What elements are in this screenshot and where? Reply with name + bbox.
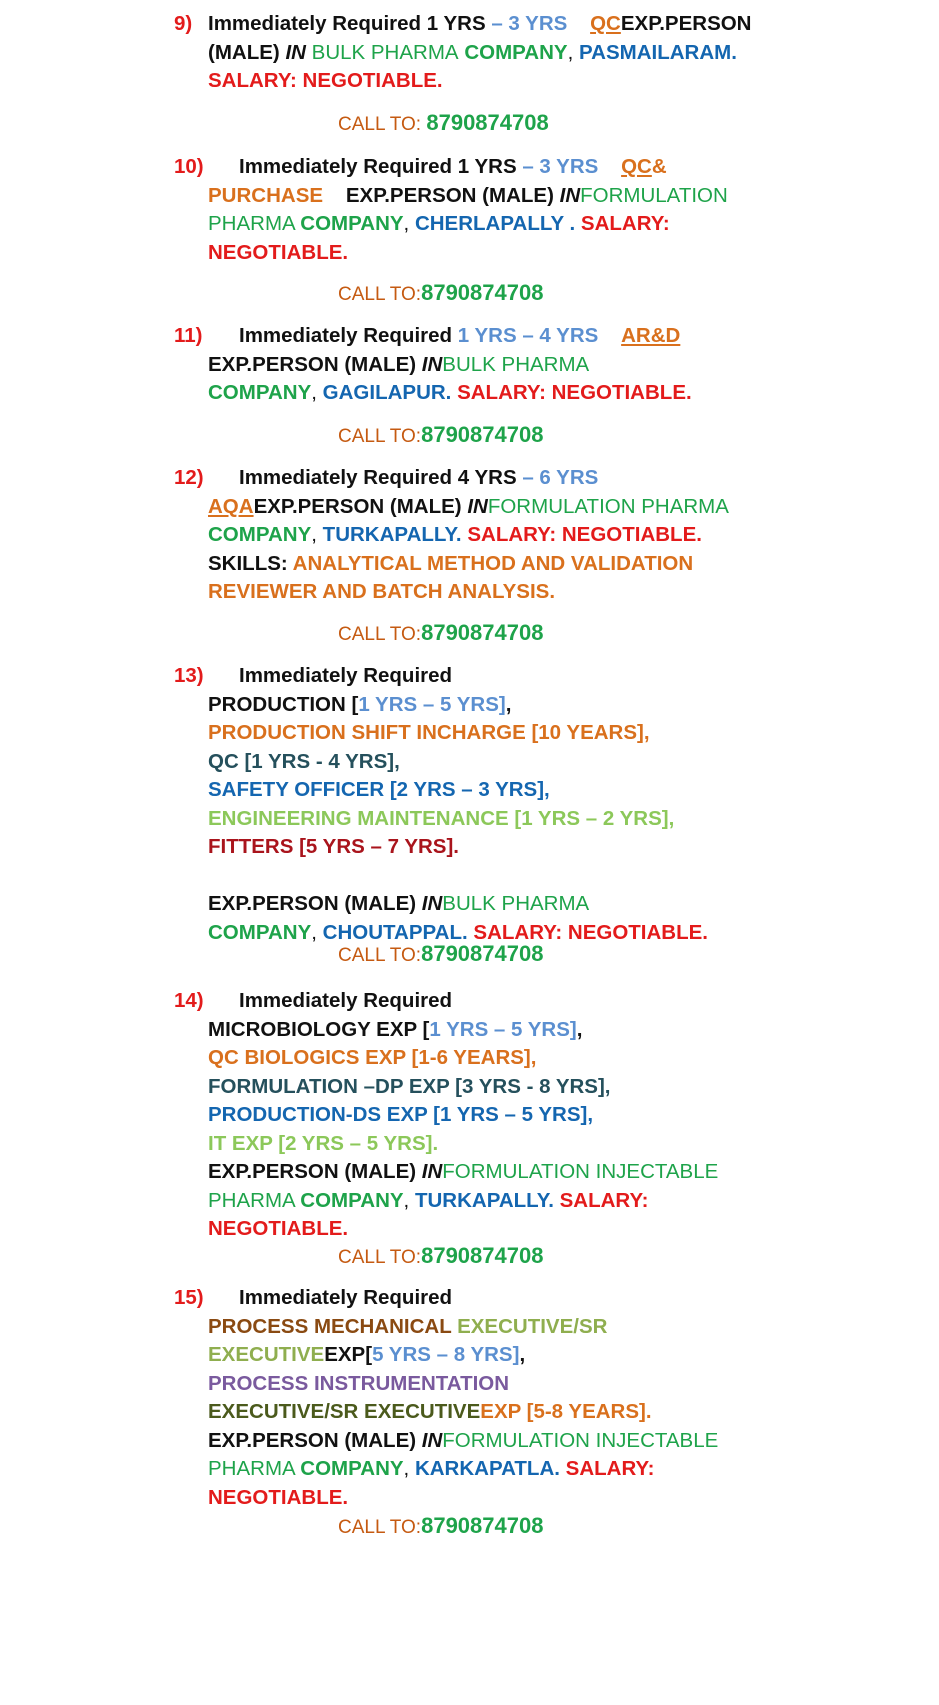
exp-person: EXP.PERSON	[620, 12, 752, 35]
comma: ,	[403, 212, 410, 235]
job-12-line-5	[174, 578, 874, 607]
job-14-line-6	[174, 1130, 874, 1159]
job-13-line-4	[174, 748, 874, 777]
role-aqa: AQA	[208, 494, 254, 518]
industry-text: BULK PHARMA	[442, 352, 590, 376]
job-15-line-6	[174, 1427, 874, 1456]
skills-label: SKILLS:	[208, 551, 293, 575]
requirement-text: Immediately Required	[239, 664, 453, 687]
company-text: COMPANY	[300, 1188, 404, 1212]
in-text: IN	[421, 892, 443, 915]
call-to-15	[338, 1513, 543, 1539]
in-text: IN	[559, 183, 581, 207]
job-13-line-7	[174, 833, 874, 862]
role-ard: AR&D	[621, 324, 681, 347]
salary-label: SALARY:	[580, 212, 670, 235]
comma: ,	[311, 523, 317, 546]
job-12	[174, 464, 874, 607]
phone-number: 8790874708	[421, 1513, 544, 1538]
phone-number: 8790874708	[421, 1243, 544, 1268]
call-label: CALL TO:	[338, 945, 422, 966]
job-14-line-1	[174, 987, 874, 1016]
role-qc: QC	[590, 12, 621, 35]
experience-range: – 3 YRS	[516, 155, 599, 178]
job-11-line-2	[174, 351, 874, 380]
job-13-spacer	[174, 862, 874, 891]
job-10-line-3	[174, 210, 874, 239]
ampersand: &	[651, 155, 667, 178]
role-fitters: FITTERS [5 YRS – 7 YRS].	[208, 835, 460, 858]
comma: ,	[403, 1457, 410, 1480]
role-process-instrumentation: PROCESS INSTRUMENTATION	[208, 1371, 510, 1395]
industry-text: FORMULATION INJECTABLE	[442, 1428, 719, 1452]
role-executive-sr: EXECUTIVE/SR	[457, 1314, 608, 1338]
job-9	[174, 10, 874, 96]
job-number: 10)	[174, 155, 204, 178]
requirement-text: Immediately Required	[239, 1286, 453, 1309]
in-text: IN	[285, 40, 306, 64]
job-15-line-8	[174, 1484, 874, 1513]
phone-number: 8790874708	[421, 280, 544, 305]
role-process-mechanical: PROCESS MECHANICAL	[208, 1314, 458, 1338]
job-14-line-7	[174, 1158, 874, 1187]
job-15-line-2	[174, 1313, 874, 1342]
job-number: 13)	[174, 664, 204, 687]
job-13-line-1	[174, 662, 874, 691]
salary-value: NEGOTIABLE.	[208, 240, 349, 264]
job-15-line-7	[174, 1455, 874, 1484]
job-number: 9)	[174, 12, 193, 35]
call-to-13	[338, 941, 543, 967]
role-microbiology: MICROBIOLOGY EXP [	[208, 1017, 430, 1041]
role-engineering: ENGINEERING MAINTENANCE [1 YRS – 2 YRS],	[208, 806, 675, 830]
phone-number: 8790874708	[421, 941, 544, 966]
job-11-line-3	[174, 379, 874, 408]
comma: ,	[519, 1343, 526, 1366]
job-11	[174, 322, 874, 408]
job-15-line-4	[174, 1370, 874, 1399]
phone-number: 8790874708	[421, 422, 544, 447]
experience-range: – 3 YRS	[485, 12, 568, 35]
job-number: 12)	[174, 466, 204, 489]
experience-range: 5 YRS – 8 YRS]	[372, 1343, 520, 1366]
job-14-line-4	[174, 1073, 874, 1102]
job-10	[174, 153, 874, 267]
job-9-line-2	[174, 39, 874, 68]
in-text: IN	[467, 494, 488, 518]
skills-text: ANALYTICAL METHOD AND VALIDATION	[292, 551, 694, 575]
call-label: CALL TO:	[338, 114, 427, 135]
company-text: COMPANY	[208, 381, 312, 404]
in-text: IN	[421, 352, 443, 376]
exp-person: EXP.PERSON (MALE)	[208, 1160, 422, 1183]
in-text: IN	[421, 1428, 443, 1452]
industry-text: FORMULATION PHARMA	[487, 494, 729, 518]
job-number: 14)	[174, 989, 204, 1012]
job-12-line-4	[174, 550, 874, 579]
requirement-text: Immediately Required	[239, 324, 453, 347]
job-15	[174, 1284, 874, 1512]
location: KARKAPATLA.	[414, 1457, 560, 1480]
location: PASMAILARAM.	[578, 40, 737, 64]
role-qc: QC	[621, 155, 652, 178]
comma: ,	[311, 920, 317, 944]
salary: SALARY: NEGOTIABLE.	[208, 69, 443, 92]
company-text: COMPANY	[300, 1457, 404, 1480]
job-12-line-3	[174, 521, 874, 550]
job-14-line-3	[174, 1044, 874, 1073]
salary: SALARY: NEGOTIABLE.	[457, 381, 692, 404]
role-formulation-dp: FORMULATION –DP EXP [3 YRS - 8 YRS],	[208, 1074, 611, 1098]
comma: ,	[567, 40, 574, 64]
job-10-line-2	[174, 182, 874, 211]
job-15-line-5	[174, 1398, 874, 1427]
exp-label: EXP[	[324, 1343, 373, 1366]
requirement-text: Immediately Required 4 YRS	[239, 466, 517, 489]
location: TURKAPALLY.	[322, 523, 462, 546]
job-13-line-8	[174, 890, 874, 919]
location: CHOUTAPPAL.	[322, 920, 468, 944]
job-14-line-8	[174, 1187, 874, 1216]
comma: ,	[403, 1188, 410, 1212]
call-label: CALL TO:	[338, 624, 422, 645]
exp-person: EXP.PERSON (MALE)	[253, 494, 468, 518]
company-text: COMPANY	[208, 523, 312, 546]
company-text: COMPANY	[208, 920, 312, 944]
role-executive-sr-executive: EXECUTIVE/SR EXECUTIVE	[208, 1400, 481, 1423]
role-executive: EXECUTIVE	[208, 1343, 325, 1366]
company-text: COMPANY	[300, 212, 404, 235]
experience-range: 1 YRS – 5 YRS]	[358, 692, 506, 716]
role-qc: QC [1 YRS - 4 YRS],	[208, 749, 400, 773]
job-13-line-5	[174, 776, 874, 805]
job-number: 15)	[174, 1286, 204, 1309]
job-13-line-2	[174, 691, 874, 720]
comma: ,	[311, 381, 317, 404]
location: TURKAPALLY.	[414, 1188, 554, 1212]
salary-label: SALARY:	[565, 1457, 655, 1480]
salary: SALARY: NEGOTIABLE.	[473, 920, 708, 944]
experience-range: 1 YRS – 4 YRS	[457, 324, 599, 347]
role-production-ds: PRODUCTION-DS EXP [1 YRS – 5 YRS],	[208, 1103, 594, 1126]
exp-person: EXP.PERSON (MALE)	[208, 352, 422, 376]
industry-text: BULK PHARMA	[311, 40, 459, 64]
requirement-text: Immediately Required	[239, 989, 453, 1012]
call-to-12	[338, 620, 543, 646]
phone-number: 8790874708	[426, 110, 549, 135]
role-purchase: PURCHASE	[208, 183, 324, 207]
gender-text: (MALE)	[208, 40, 286, 64]
call-to-11	[338, 422, 543, 448]
call-label: CALL TO:	[338, 426, 422, 447]
call-label: CALL TO:	[338, 1517, 422, 1538]
call-label: CALL TO:	[338, 284, 422, 305]
job-10-line-4	[174, 239, 874, 268]
job-14	[174, 987, 874, 1244]
experience-range: – 6 YRS	[516, 466, 599, 489]
skills-text: REVIEWER AND BATCH ANALYSIS.	[208, 580, 556, 603]
requirement-text: Immediately Required 1 YRS	[208, 12, 486, 35]
phone-number: 8790874708	[421, 620, 544, 645]
role-production: PRODUCTION [	[208, 692, 359, 716]
comma: ,	[505, 692, 512, 716]
location: CHERLAPALLY .	[414, 212, 576, 235]
job-13-line-6	[174, 805, 874, 834]
experience-range: 1 YRS – 5 YRS]	[429, 1017, 577, 1041]
requirement-text: Immediately Required 1 YRS	[239, 155, 517, 178]
job-9-line-1	[174, 10, 874, 39]
salary: SALARY: NEGOTIABLE.	[467, 523, 702, 546]
job-12-line-2	[174, 493, 874, 522]
experience-range: EXP [5-8 YEARS].	[480, 1400, 652, 1423]
job-9-line-3	[174, 67, 874, 96]
role-qc-biologics: QC BIOLOGICS EXP [1-6 YEARS],	[208, 1046, 537, 1069]
job-14-line-5	[174, 1101, 874, 1130]
call-to-10	[338, 280, 543, 306]
industry-text: BULK PHARMA	[442, 892, 590, 915]
salary-value: NEGOTIABLE.	[208, 1485, 349, 1509]
industry-text: FORMULATION	[580, 183, 728, 207]
call-to-9	[338, 110, 549, 136]
in-text: IN	[421, 1160, 443, 1183]
pharma-text: PHARMA	[208, 212, 301, 235]
job-number: 11)	[174, 324, 203, 347]
pharma-text: PHARMA	[208, 1188, 301, 1212]
job-12-line-1	[174, 464, 874, 493]
company-text: COMPANY	[464, 40, 568, 64]
role-shift-incharge: PRODUCTION SHIFT INCHARGE [10 YEARS],	[208, 721, 650, 744]
exp-person: EXP.PERSON (MALE)	[208, 892, 422, 915]
call-to-14	[338, 1243, 543, 1269]
exp-person: EXP.PERSON (MALE)	[345, 183, 560, 207]
job-14-line-2	[174, 1016, 874, 1045]
exp-person: EXP.PERSON (MALE)	[208, 1428, 422, 1452]
call-label: CALL TO:	[338, 1247, 422, 1268]
job-14-line-9	[174, 1215, 874, 1244]
location: GAGILAPUR.	[322, 381, 452, 404]
job-10-line-1	[174, 153, 874, 182]
comma: ,	[576, 1017, 583, 1041]
job-15-line-3	[174, 1341, 874, 1370]
role-it: IT EXP [2 YRS – 5 YRS].	[208, 1131, 439, 1155]
salary-value: NEGOTIABLE.	[208, 1217, 349, 1240]
industry-text: FORMULATION INJECTABLE	[442, 1160, 719, 1183]
job-13	[174, 662, 874, 947]
salary-label: SALARY:	[559, 1188, 649, 1212]
job-11-line-1	[174, 322, 874, 351]
job-15-line-1	[174, 1284, 874, 1313]
role-safety-officer: SAFETY OFFICER [2 YRS – 3 YRS],	[208, 778, 550, 801]
job-13-line-3	[174, 719, 874, 748]
pharma-text: PHARMA	[208, 1457, 301, 1480]
